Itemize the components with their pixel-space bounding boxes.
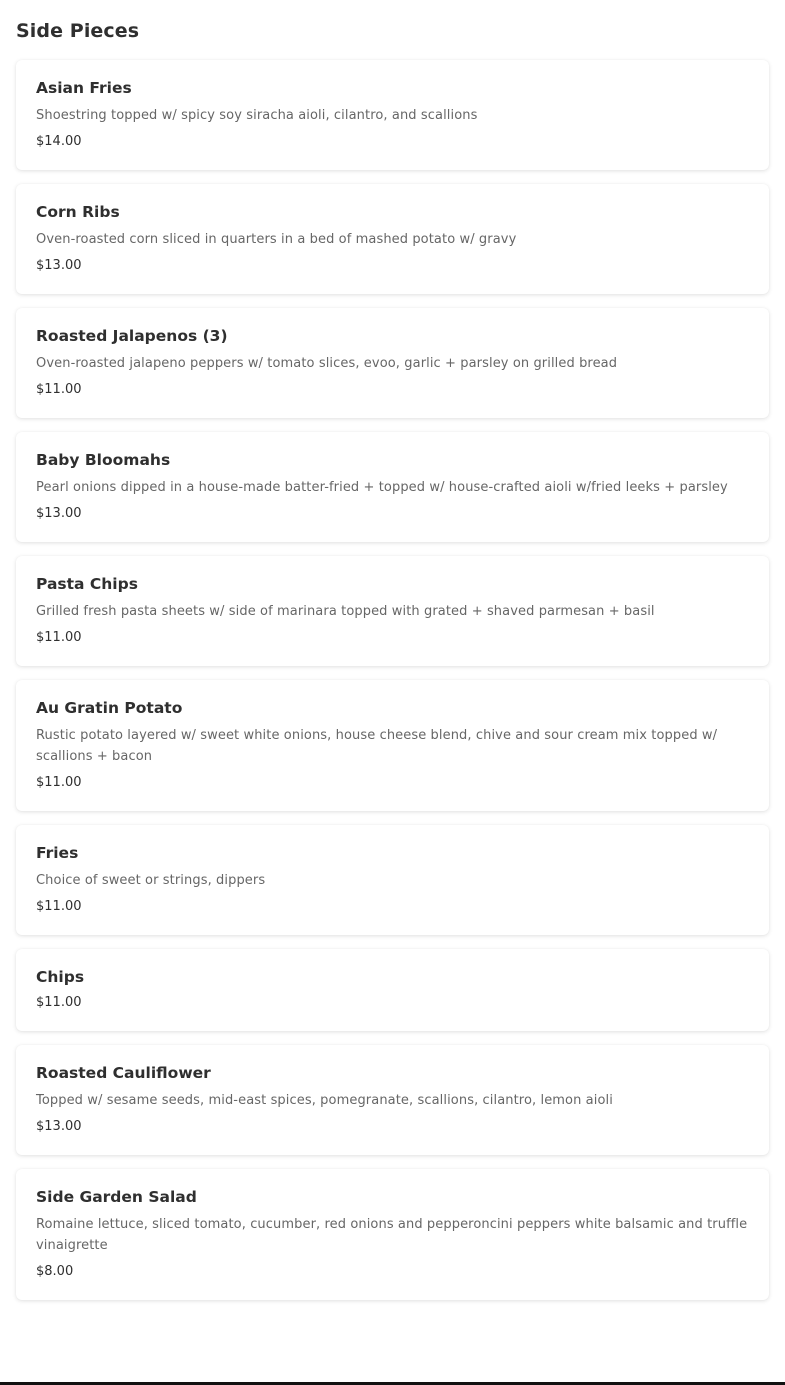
menu-item-card[interactable] (16, 556, 769, 666)
menu-item-card[interactable] (16, 949, 769, 1031)
item-description: Pearl onions dipped in a house-made batter-fried + topped w/ house-crafted aioli w/fried leeks + parsley (36, 480, 728, 495)
item-name: Pasta Chips (36, 575, 138, 593)
item-price: $8.00 (36, 1264, 74, 1279)
item-description: Rustic potato layered w/ sweet white onions, house cheese blend, chive and sour cream mix topped w/ scallions + bacon (36, 728, 718, 764)
item-price: $11.00 (36, 899, 82, 914)
item-description: Shoestring topped w/ spicy soy siracha aioli, cilantro, and scallions (36, 108, 478, 123)
menu-item-card[interactable] (16, 1169, 769, 1300)
item-name: Roasted Jalapenos (3) (36, 327, 228, 345)
item-name: Asian Fries (36, 79, 132, 97)
item-price: $14.00 (36, 134, 82, 149)
item-price: $13.00 (36, 506, 82, 521)
menu-item-card[interactable] (16, 308, 769, 418)
item-name: Au Gratin Potato (36, 699, 183, 717)
item-description: Oven-roasted jalapeno peppers w/ tomato slices, evoo, garlic + parsley on grilled bread (36, 356, 618, 371)
item-name: Corn Ribs (36, 203, 120, 221)
menu-item-card[interactable] (16, 60, 769, 170)
item-name: Side Garden Salad (36, 1188, 197, 1206)
item-name: Baby Bloomahs (36, 451, 171, 469)
menu-item-list (16, 60, 769, 1300)
menu-item-card[interactable] (16, 680, 769, 811)
item-price: $11.00 (36, 775, 82, 790)
section-title: Side Pieces (16, 20, 140, 42)
menu-item-card[interactable] (16, 825, 769, 935)
item-description: Choice of sweet or strings, dippers (36, 873, 266, 888)
item-description: Topped w/ sesame seeds, mid-east spices, pomegranate, scallions, cilantro, lemon aioli (36, 1093, 613, 1108)
menu-item-card[interactable] (16, 432, 769, 542)
item-name: Roasted Cauliflower (36, 1064, 211, 1082)
item-description: Grilled fresh pasta sheets w/ side of marinara topped with grated + shaved parmesan + basil (36, 604, 655, 619)
item-price: $11.00 (36, 630, 82, 645)
item-name: Chips (36, 968, 85, 986)
menu-item-card[interactable] (16, 184, 769, 294)
item-price: $11.00 (36, 382, 82, 397)
item-description: Oven-roasted corn sliced in quarters in a bed of mashed potato w/ gravy (36, 232, 517, 247)
item-price: $13.00 (36, 1119, 82, 1134)
item-name: Fries (36, 844, 79, 862)
menu-item-card[interactable] (16, 1045, 769, 1155)
item-price: $11.00 (36, 995, 82, 1010)
item-description: Romaine lettuce, sliced tomato, cucumber, red onions and pepperoncini peppers white balsamic and truffle vinaigrette (36, 1217, 748, 1253)
item-price: $13.00 (36, 258, 82, 273)
